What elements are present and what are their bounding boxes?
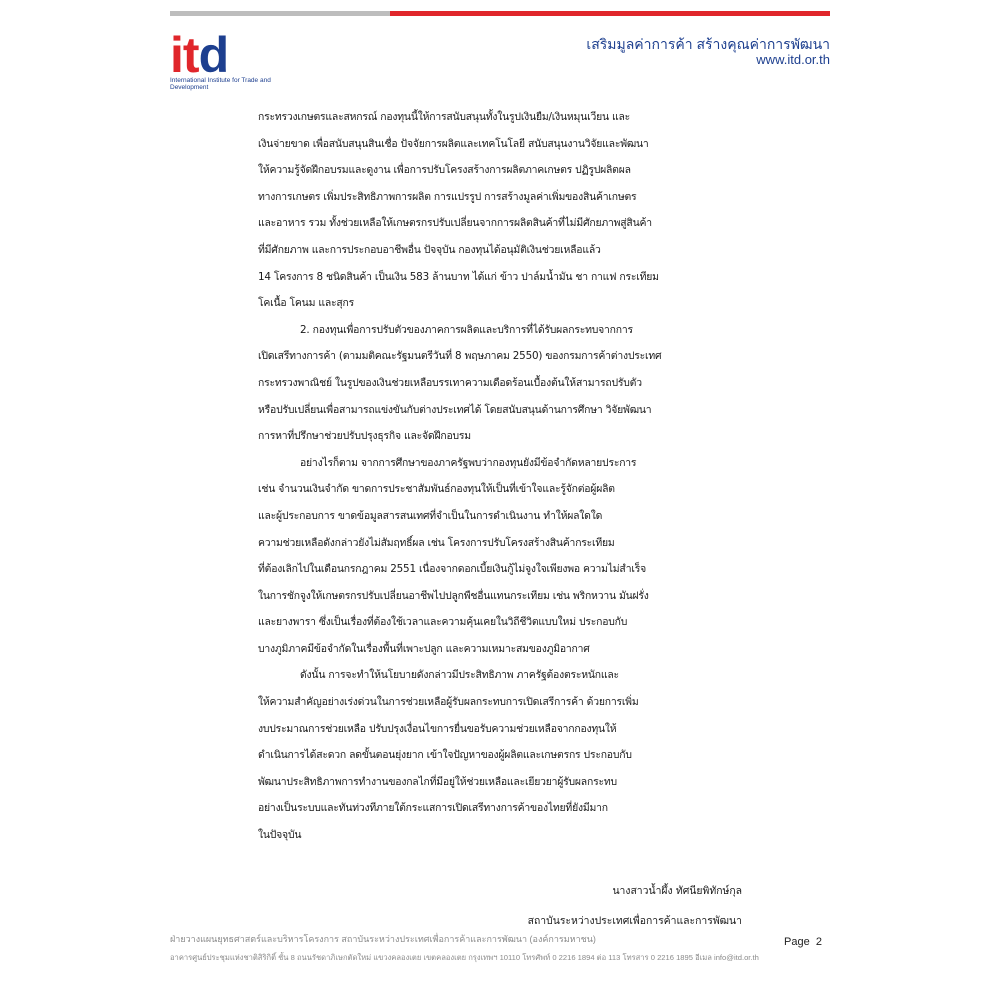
body-line: งบประมาณการช่วยเหลือ ปรับปรุงเงื่อนไขการยื่นขอรับความช่วยเหลือจากกองทุนให้ <box>258 722 617 735</box>
signatory-organization: สถาบันระหว่างประเทศเพื่อการค้าและการพัฒนา <box>527 915 742 927</box>
body-line: ดังนั้น การจะทำให้นโยบายดังกล่าวมีประสิทธิภาพ ภาครัฐต้องตระหนักและ <box>300 669 619 682</box>
body-line: หรือปรับเปลี่ยนเพื่อสามารถแข่งขันกับต่างประเทศได้ โดยสนับสนุนด้านการศึกษา วิจัยพัฒนา <box>258 403 652 416</box>
website-link[interactable]: www.itd.or.th <box>756 52 830 67</box>
body-line: ที่มีศักยภาพ และการประกอบอาชีพอื่น ปัจจุบัน กองทุนได้อนุมัติเงินช่วยเหลือแล้ว <box>258 243 601 256</box>
body-line: ให้ความสำคัญอย่างเร่งด่วนในการช่วยเหลือผู้รับผลกระทบการเปิดเสรีการค้า ด้วยการเพิ่ม <box>258 696 639 709</box>
signatory-name: นางสาวน้ำผึ้ง ทัศนียพิทักษ์กุล <box>612 885 742 897</box>
body-line: บางภูมิภาคมีข้อจำกัดในเรื่องพื้นที่เพาะปลูก และความเหมาะสมของภูมิอากาศ <box>258 642 590 655</box>
top-bar-gray <box>170 11 390 16</box>
logo-subtitle: International Institute for Trade and Development <box>170 77 271 91</box>
document-body <box>258 104 742 849</box>
body-line: กระทรวงพาณิชย์ ในรูปของเงินช่วยเหลือบรรเทาความเดือดร้อนเบื้องต้นให้สามารถปรับตัว <box>258 376 642 389</box>
top-bar-red <box>390 11 830 16</box>
body-line: กระทรวงเกษตรและสหกรณ์ กองทุนนี้ให้การสนับสนุนทั้งในรูปเงินยืม/เงินหมุนเวียน และ <box>258 111 631 123</box>
footer-department: ฝ่ายวางแผนยุทธศาสตร์และบริหารโครงการ สถาบันระหว่างประเทศเพื่อการค้าและการพัฒนา (องค์การมหาชน) <box>170 934 596 944</box>
body-line: อย่างเป็นระบบและทันท่วงทีภายใต้กระแสการเปิดเสรีทางการค้าของไทยที่ยังมีมาก <box>258 802 608 815</box>
body-line: และอาหาร รวม ทั้งช่วยเหลือให้เกษตรกรปรับเปลี่ยนจากการผลิตสินค้าที่ไม่มีศักยภาพสู่สินค้า <box>258 217 652 230</box>
body-line: อย่างไรก็ตาม จากการศึกษาของภาครัฐพบว่ากองทุนยังมีข้อจำกัดหลายประการ <box>300 456 637 469</box>
logo-letter-i: i <box>170 27 183 83</box>
slogan-text: เสริมมูลค่าการค้า สร้างคุณค่าการพัฒนา <box>586 36 830 52</box>
body-line: พัฒนาประสิทธิภาพการทำงานของกลไกที่มีอยู่ให้ช่วยเหลือและเยียวยาผู้รับผลกระทบ <box>258 775 617 788</box>
logo-letter-t: t <box>182 27 199 83</box>
body-line: และผู้ประกอบการ ขาดข้อมูลสารสนเทศที่จำเป็นในการดำเนินงาน ทำให้ผลใดใด <box>258 509 603 522</box>
logo-letter-d: d <box>198 27 229 83</box>
body-line: ความช่วยเหลือดังกล่าวยังไม่สัมฤทธิ์ผล เช่น โครงการปรับโครงสร้างสินค้ากระเทียม <box>258 536 615 549</box>
body-line: ดำเนินการได้สะดวก ลดขั้นตอนยุ่งยาก เข้าใจปัญหาของผู้ผลิตและเกษตรกร ประกอบกับ <box>258 749 632 762</box>
page-label: Page <box>784 936 810 948</box>
body-line: และยางพารา ซึ่งเป็นเรื่องที่ต้องใช้เวลาและความคุ้นเคยในวิถีชีวิตแบบใหม่ ประกอบกับ <box>258 616 628 629</box>
logo-wordmark <box>170 27 229 83</box>
page-footer <box>170 932 830 964</box>
body-line: เปิดเสรีทางการค้า (ตามมติคณะรัฐมนตรีวันที่ 8 พฤษภาคม 2550) ของกรมการค้าต่างประเทศ <box>258 350 662 363</box>
body-line: ที่ต้องเลิกไปในเดือนกรกฎาคม 2551 เนื่องจากดอกเบี้ยเงินกู้ไม่จูงใจเพียงพอ ความไม่สำเร็จ <box>258 563 646 576</box>
header-slogan <box>586 36 830 68</box>
body-line: เงินจ่ายขาด เพื่อสนับสนุนสินเชื่อ ปัจจัยการผลิตและเทคโนโลยี สนับสนุนงานวิจัยและพัฒนา <box>258 137 649 150</box>
itd-logo <box>170 27 300 102</box>
body-line: 14 โครงการ 8 ชนิดสินค้า เป็นเงิน 583 ล้านบาท ได้แก่ ข้าว ปาล์มน้ำมัน ชา กาแฟ กระเทียม <box>258 270 659 283</box>
page-number-value: 2 <box>815 936 822 948</box>
page-number <box>784 936 822 948</box>
body-line: 2. กองทุนเพื่อการปรับตัวของภาคการผลิตและบริการที่ได้รับผลกระทบจากการ <box>300 323 633 336</box>
body-line: ทางการเกษตร เพิ่มประสิทธิภาพการผลิต การแปรรูป การสร้างมูลค่าเพิ่มของสินค้าเกษตร <box>258 190 637 203</box>
body-line: การหาที่ปรึกษาช่วยปรับปรุงธุรกิจ และจัดฝึกอบรม <box>258 430 471 443</box>
body-line: เช่น จำนวนเงินจำกัด ขาดการประชาสัมพันธ์กองทุนให้เป็นที่เข้าใจและรู้จักต่อผู้ผลิต <box>258 483 615 496</box>
signature-block <box>528 876 742 936</box>
body-line: โคเนื้อ โคนม และสุกร <box>258 297 354 310</box>
footer-address: อาคารศูนย์ประชุมแห่งชาติสิริกิติ์ ชั้น 8 ถนนรัชดาภิเษกตัดใหม่ แขวงคลองเตย เขตคลองเตย กรุงเทพฯ 10110 โทรศัพท์ 0 2216 1894 ต่อ 113 โทรสาร 0 2216 1895 อีเมล info@itd.or.th <box>170 953 759 962</box>
body-line: ในการชักจูงให้เกษตรกรปรับเปลี่ยนอาชีพไปปลูกพืชอื่นแทนกระเทียม เช่น พริกหวาน มันฝรั่ง <box>258 589 649 602</box>
body-line: ให้ความรู้จัดฝึกอบรมและดูงาน เพื่อการปรับโครงสร้างการผลิตภาคเกษตร ปฏิรูปผลิตผล <box>258 164 631 177</box>
body-line: ในปัจจุบัน <box>258 829 302 842</box>
